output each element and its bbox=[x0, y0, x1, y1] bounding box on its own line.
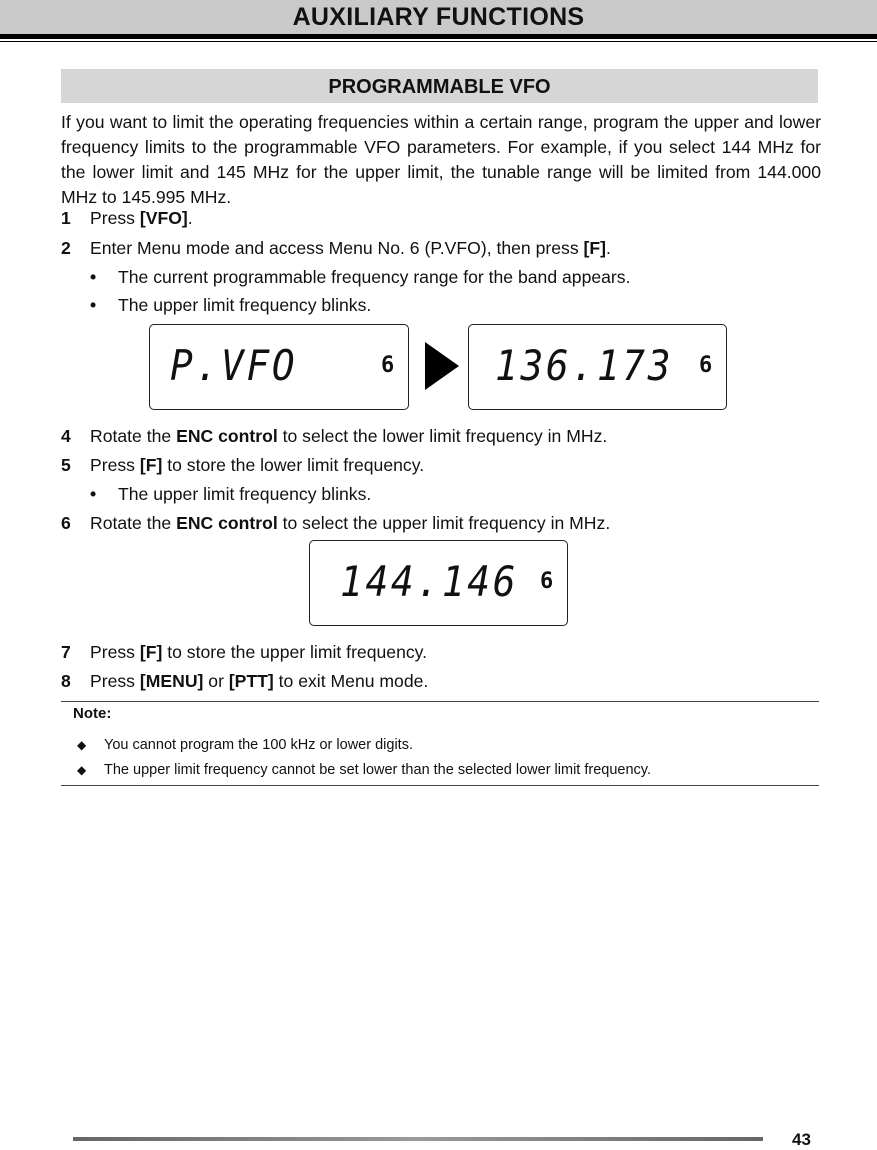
section-header bbox=[61, 69, 818, 103]
lcd-channel-number: 6 bbox=[381, 353, 395, 378]
step-number: 6 bbox=[61, 513, 71, 533]
step-key: [MENU] bbox=[139, 671, 204, 691]
lcd-channel-number: 6 bbox=[540, 569, 554, 594]
step-key: [F] bbox=[139, 455, 163, 475]
step-key: ENC control bbox=[176, 513, 278, 533]
step-text: Press bbox=[90, 455, 140, 475]
step-5-bullet-1 bbox=[90, 482, 371, 507]
step-text-end: to store the upper limit frequency. bbox=[162, 642, 428, 662]
arrow-right-icon bbox=[425, 342, 459, 390]
step-number: 8 bbox=[61, 671, 71, 691]
step-text-mid: or bbox=[203, 671, 229, 691]
note-item bbox=[77, 760, 651, 780]
lcd-channel-number: 6 bbox=[699, 353, 713, 378]
step-text: Rotate the bbox=[90, 513, 177, 533]
step-key: [VFO] bbox=[139, 208, 188, 228]
step-8 bbox=[61, 669, 428, 694]
step-number: 4 bbox=[61, 426, 71, 446]
step-6 bbox=[61, 511, 610, 536]
note-rule-top bbox=[61, 701, 819, 702]
step-text-end: to store the lower limit frequency. bbox=[162, 455, 425, 475]
step-number: 7 bbox=[61, 642, 71, 662]
step-text: Press bbox=[90, 642, 140, 662]
lcd-display-range-set bbox=[309, 540, 568, 626]
step-7 bbox=[61, 640, 427, 665]
step-5 bbox=[61, 453, 424, 478]
step-text-end: . bbox=[606, 238, 611, 258]
note-item-text: The upper limit frequency cannot be set lower than the selected lower limit frequency. bbox=[104, 762, 651, 778]
step-4 bbox=[61, 424, 607, 449]
section-title: PROGRAMMABLE VFO bbox=[328, 76, 551, 98]
step-number: 1 bbox=[61, 208, 71, 228]
note-label: Note: bbox=[73, 705, 112, 722]
step-text: Press bbox=[90, 671, 140, 691]
header-rule-thin bbox=[0, 41, 877, 42]
step-key: [F] bbox=[583, 238, 606, 258]
footer-rule bbox=[73, 1137, 763, 1141]
step-1 bbox=[61, 206, 193, 231]
step-text: Rotate the bbox=[90, 426, 177, 446]
lcd-display-range-initial bbox=[468, 324, 727, 410]
step-text-end: to exit Menu mode. bbox=[273, 671, 429, 691]
lcd-main-readout: P.VFO bbox=[170, 341, 298, 390]
diamond-bullet-icon: ◆ bbox=[77, 738, 87, 752]
intro-paragraph: If you want to limit the operating frequencies within a certain range, program the upper and lower frequency limits to the programmable VFO parameters. For example, if you select 144 MHz for the lower limit and 145 MHz for the upper limit, the tunable range will be limited from 144.000 MHz to 145.995 MHz. bbox=[61, 112, 821, 207]
note-rule-bottom bbox=[61, 785, 819, 786]
lcd-display-menu bbox=[149, 324, 409, 410]
bullet-text: The upper limit frequency blinks. bbox=[118, 295, 372, 315]
header-rule-thick bbox=[0, 34, 877, 39]
note-item bbox=[77, 735, 413, 755]
step-number: 2 bbox=[61, 238, 71, 258]
chapter-title: AUXILIARY FUNCTIONS bbox=[292, 3, 585, 31]
step-text: Press bbox=[90, 208, 140, 228]
chapter-header bbox=[0, 0, 877, 34]
step-2-bullet-2 bbox=[90, 293, 371, 318]
step-number: 5 bbox=[61, 455, 71, 475]
bullet-dot: • bbox=[90, 484, 97, 504]
step-text: Enter Menu mode and access Menu No. 6 (P.VFO), then press bbox=[90, 238, 584, 258]
lcd-main-readout: 144.146 bbox=[340, 557, 519, 606]
step-2-bullet-1 bbox=[90, 265, 630, 290]
lcd-main-readout: 136.173 bbox=[495, 341, 674, 390]
diamond-bullet-icon: ◆ bbox=[77, 763, 87, 777]
bullet-text: The upper limit frequency blinks. bbox=[118, 484, 372, 504]
bullet-dot: • bbox=[90, 267, 97, 287]
step-key: ENC control bbox=[176, 426, 278, 446]
step-key: [F] bbox=[139, 642, 163, 662]
step-text-end: to select the upper limit frequency in MHz. bbox=[277, 513, 611, 533]
step-text-end: . bbox=[187, 208, 193, 228]
bullet-dot: • bbox=[90, 295, 97, 315]
step-text-end: to select the lower limit frequency in MHz. bbox=[277, 426, 608, 446]
page-number: 43 bbox=[792, 1130, 811, 1149]
note-item-text: You cannot program the 100 kHz or lower digits. bbox=[104, 737, 413, 753]
bullet-text: The current programmable frequency range for the band appears. bbox=[118, 267, 631, 287]
step-2 bbox=[61, 236, 611, 261]
step-key-2: [PTT] bbox=[228, 671, 274, 691]
